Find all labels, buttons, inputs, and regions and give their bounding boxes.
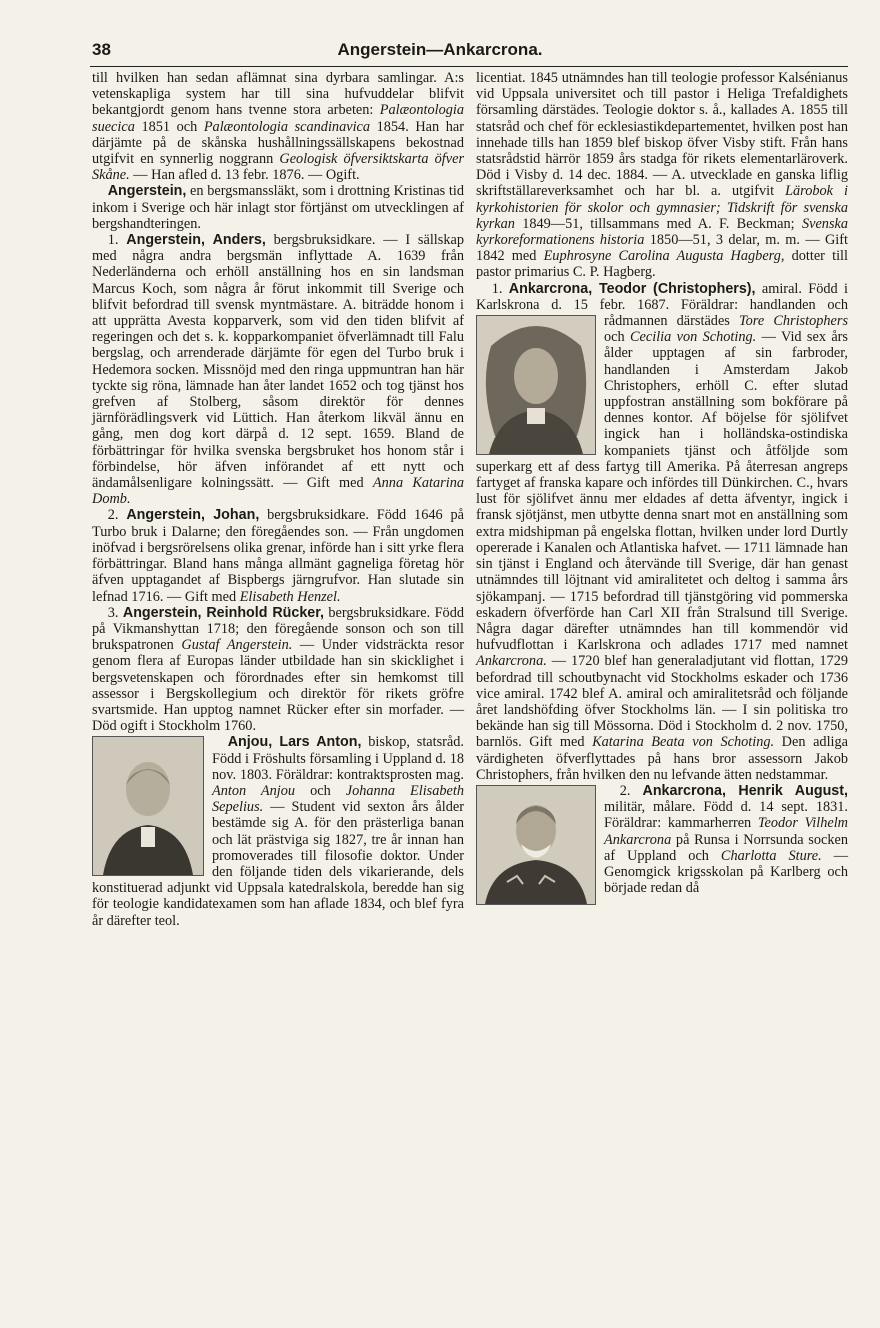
header-rule xyxy=(90,66,848,67)
entry-ankarcrona-teodor: 1. Ankarcrona, Teodor (Christophers), amiral. Född i Karlskrona d. 15 febr. 1687. Föräldrar: handlanden och rådmannen därstädes Tore Christophers och Cecilia von Schoting. — Vid sex års ålder upptagen af sin farbroder, handlanden i Amsterdam Jakob Christophers, erhöll C. efter slutad uppfostran anställning som bokförare på dennes kontor. Af böjelse för sjölifvet ingick han i holländska-ostindiska kompaniets tjänst och åtföljde som superkarg ett af dess fartyg till Amerika. På återresan angreps fartyget af franska kapare och infördes till Dünkirchen. C., hvars lust för sjölifvet ännu mer eldades af detta äfventyr, ingick i fransk sjötjänst, men utbytte denna snart mot en anställning som extra midshipman på engelska flottan, hvilken under lord Durtly opererade i Kanalen och Atlantiska hafvet. — 1711 lämnade han sin tjänst i England och återvände till Sverige, där han genast utnämndes till löjtnant vid amiralitetet och deltog i samma års sjökampanj. — 1715 befordrad till tjänstgöring vid pommerska eskadern öfverförde han Carl XII från Stralsund till Sverige. Några dagar därefter utnämndes han till kommendör vid hufvudflottan i Karlskrona och adlades 1717 med namnet Ankarcrona. — 1720 blef han generaladjutant vid flottan, 1729 befordrad till schoutbynacht vid Stockholms eskader och 1736 vice amiral. 1742 blef A. amiral och amiralitetsråd och följande året landshöfding öfver Stockholms län. — I sin politiska tro bekände han sig till Mössorna. Död i Stockholm d. 2 nov. 1750, barnlös. Gift med Katarina Beata von Schoting. Den adliga värdigheten öfverflyttades på hans bror assessorn Jakob Christophers, från hvilken den nu lefvande ätten nedstammar. xyxy=(476,281,848,783)
entry-angerstein-anders: 1. Angerstein, Anders, bergsbruksidkare. — I sällskap med några andra bergsmän inflyttade A. 1639 från Nederländerna och erhöll anställning hos en sin landsman Marcus Koch, som några år förut inkommit till Sverige och blifvit befordrad till svensk myntmästare. A. biträdde honom i att upprätta Avesta kopparverk, som vid den tiden blifvit af regeringen och det s. k. kopparkompaniet öfverlämnadt till Falu bergslag, och arrenderade därjämte för egen del Turbo bruk i Hedemora socken. Missnöjd med den ringa uppmuntran han här tyckte sig röna, lämnade han åter landet 1652 och tog tjänst hos grefven af Stolberg, såsom direktör för dennes järnförädlingsverk vid Lüttich. Han återkom likväl ännu en gång, men dog kort därpå d. 12 sept. 1659. Bland de förbättringar för hvilka svenska bergsbruket hos honom står i förbindelse, hör äfven införandet af ett nytt och ändamålsenligare kolningssätt. — Gift med Anna Katarina Domb. xyxy=(92,232,464,508)
entry-anjou-continuation: licentiat. 1845 utnämndes han till teologie professor Kalsénianus vid Uppsala universitet och till pastor i Heliga Trefaldighets församling därstädes. Teologie doktor s. å., kallades A. 1855 till statsråd och chef för ecklesiastikdepartementet, hvilken post han innehade tills han 1859 blef biskop öfver Visby stift. Från hans statsrådstid härrör 1859 års stadga för rikets elementarläroverk. Död i Visby d. 14 dec. 1884. — A. utvecklade en ganska liflig skriftställareverksamhet och har bl. a. utgifvit Lärobok i kyrkohistorien för skolor och gymnasier; Tidskrift för svenska kyrkan 1849—51, tillsammans med A. F. Beckman; Svenska kyrkoreformationens historia 1850—51, 3 delar, m. m. — Gift 1842 med Euphrosyne Carolina Augusta Hagberg, dotter till pastor primarius C. P. Hagberg. xyxy=(476,70,848,281)
headword: Ankarcrona, Henrik August, xyxy=(642,782,848,799)
portrait-anjou-image xyxy=(92,736,204,876)
entry-intro-continuation: till hvilken han sedan aflämnat sina dyrbara samlingar. A:s vetenskapliga system har till sina hufvuddelar blifvit bekantgjordt genom hans tvenne stora arbeten: Palæontologia suecica 1851 och Palæontologia scandinavica 1854. Han har därjämte på de skånska hushållningssällskapens bekostnad utgifvit en synnerlig noggrann Geologisk öfversiktskarta öfver Skåne. — Han afled d. 13 febr. 1876. — Ogift. xyxy=(92,70,465,184)
right-column xyxy=(476,70,848,907)
headword: Anjou, Lars Anton, xyxy=(227,734,362,751)
headword: Angerstein, Reinhold Rücker, xyxy=(122,604,324,621)
headword: Angerstein, Johan, xyxy=(126,507,260,524)
entry-angerstein-reinhold: 3. Angerstein, Reinhold Rücker, bergsbruksidkare. Född på Vikmanshyttan 1718; den föregående sonson och son till brukspatronen Gustaf Angerstein. — Under vidsträckta resor genom flera af Europas länder utbildade han sin skicklighet i bergsvetenskapen och förordnades efter sin hemkomst till assessor i Bergskollegium och direktör för rikets gröfre svartsmide. Han upptog namnet Rücker efter sin morfader. — Död ogift i Stockholm 1760. xyxy=(92,604,465,735)
portrait-teodor-image xyxy=(476,315,596,455)
left-column xyxy=(92,70,464,929)
entry-angerstein-family: Angerstein, en bergsmanssläkt, som i drottning Kristinas tid inkom i Sverige och här inlagt stor förtjänst om utvecklingen af bergshandteringen. xyxy=(92,183,464,232)
page-number: 38 xyxy=(92,40,111,59)
entry-anjou: Anjou, Lars Anton, biskop, statsråd. Född i Fröshults församling i Uppland d. 18 nov. 1803. Föräldrar: kontraktsprosten mag. Anton Anjou och Johanna Elisabeth Sepelius. — Student vid sexton års ålder bestämde sig A. för den prästerliga banan och lät prästviga sig 1827, tre år innan han promoverades till filosofie doktor. Under den följande tiden dels vikarierande, dels konstituerad adjunkt vid Uppsala katedralskola, beredde han sig för teologie kandidatexamen som han aflade 1834, och blef fyra år därefter teol. xyxy=(92,734,464,929)
headword: Ankarcrona, Teodor (Christophers), xyxy=(508,280,756,297)
portrait-henrik-image xyxy=(476,785,596,905)
headword: Angerstein, xyxy=(107,183,187,200)
entry-ankarcrona-henrik: 2. Ankarcrona, Henrik August, militär, målare. Född d. 14 sept. 1831. Föräldrar: kammarherren Teodor Vilhelm Ankarcrona på Runsa i Norrsunda socken af Uppland och Charlotta Sture. — Genomgick krigsskolan på Karlberg och började redan då xyxy=(604,782,849,897)
headword: Angerstein, Anders, xyxy=(126,232,266,249)
running-head: Angerstein—Ankarcrona. xyxy=(337,40,543,59)
entry-angerstein-johan: 2. Angerstein, Johan, bergsbruksidkare. Född 1646 på Turbo bruk i Dalarne; den föregåendes son. — Från ungdomen inöfvad i bergsrörelsens olika grenar, införde han i sitt yrke flera förbättringar. Bland hans många allmänt gagneliga företag hör äfven upptagandet af Bispbergs järngrufvor. Han slutade sin lefnad 1716. — Gift med Elisabeth Henzel. xyxy=(92,507,464,605)
